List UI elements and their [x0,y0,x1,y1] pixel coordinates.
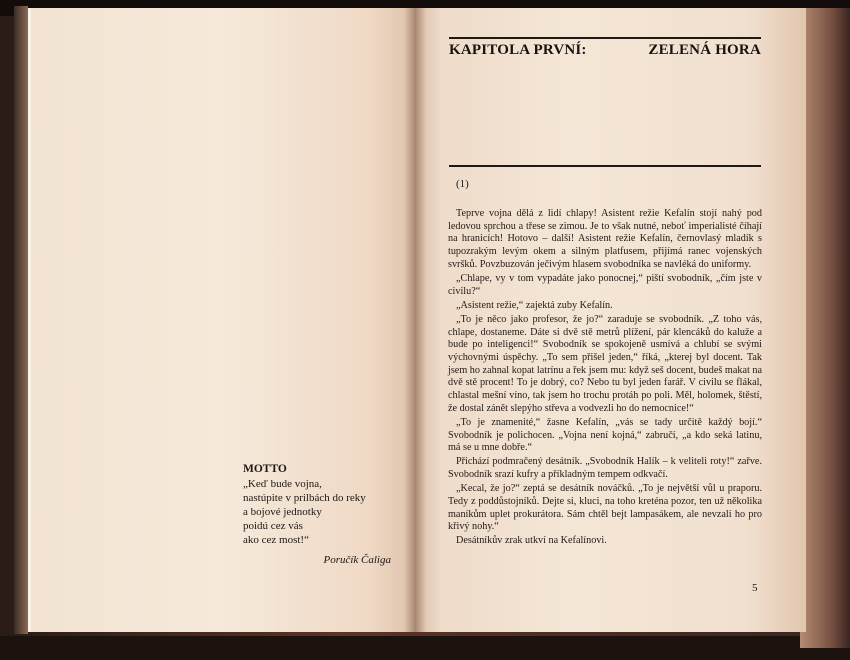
section-number: (1) [456,178,469,190]
paragraph: Desátníkův zrak utkví na Kefalínovi. [456,535,607,547]
page-number: 5 [752,582,758,594]
paragraph: Přichází podmračený desátník. „Svobodník Halík – k veliteli roty!“ zařve. Svobodník srazí kufry a příkladným tempem odkvačí. [448,456,762,481]
cover-edge-right [800,8,850,648]
paragraph: Teprve vojna dělá z lidí chlapy! Asistent režie Kefalín stojí nahý pod ledovou sprchou a třese se zimou. Je to však nutné, neboť imperialisté číhají na hranicích! Hotovo – další! Asistent režie Kefalín, černovlasý mladík s tupozrakým levým okem a silným platfusem, přijímá ranec vojenských svršků. Povzbuzován ječivým hlasem svobodníka se navléká do uniformy. [448,208,762,270]
paragraph: „Kecal, že jo?“ zeptá se desátník nováčků. „To je největší vůl u praporu. Tedy z poddůstojníků. Dejte si, kluci, na toho kreténa pozor, ten už několika maníkům uplet prokurátora. Sám chtěl bejt lampasákem, ale nevzali ho pro křivý nohy.“ [448,483,762,533]
paragraph: „To je něco jako profesor, že jo?“ zaraduje se svobodník. „Z toho vás, chlape, dostaneme. Dáte si dvě stě metrů plížení, pár klencáků do kaluže a bude po inteligenci!“ Svobodník se spokojeně usmívá a chlubí se svými výchovnými úspěchy. „To sem přišel jeden,“ říká, „kterej byl docent. Tak jsem ho zahnal kopat latrínu a řek jsem mu: když seš docent, budeš makat na dvě stě procent! To je dobrý, co? Nebo tu byl jeden farář. V civilu se flákal, chlastal mešní víno, tak jsem ho trochu protáh po poli. Měl, holomek, štěstí, že dostal zánět slepýho střeva a vodvezli ho do nemocnice!“ [448,313,762,414]
motto-line: nastúpite v prilbách do reky [243,492,366,504]
motto-line: ako cez most!“ [243,534,309,546]
chapter-title: ZELENÁ HORA [648,42,761,58]
motto-line: a bojové jednotky [243,506,322,518]
motto-line: „Keď bude vojna, [243,478,322,490]
paragraph: „To je znamenité,“ žasne Kefalín, „vás se tady určitě každý bojí.“ Svobodník je polichocen. „Vojna není kojná,“ zabručí, „a kdo seká latinu, má se u mne dobře.“ [448,416,762,454]
paragraph: „Asistent režie,“ zajektá zuby Kefalín. [456,299,613,311]
cover-edge-left [14,6,28,634]
section-rule [449,165,761,167]
chapter-top-rule [449,37,761,39]
motto-attribution: Poručík Čaliga [323,554,391,566]
bottom-shadow [0,636,850,660]
chapter-body [448,208,762,548]
motto-title: MOTTO [243,463,287,475]
motto-line: poidú cez vás [243,520,303,532]
book-gutter [404,8,426,632]
motto-block [243,462,403,567]
paragraph: „Chlape, vy v tom vypadáte jako ponocnej,“ piští svobodník, „čím jste v civilu?“ [448,272,762,297]
chapter-label: KAPITOLA PRVNÍ: [449,42,587,58]
